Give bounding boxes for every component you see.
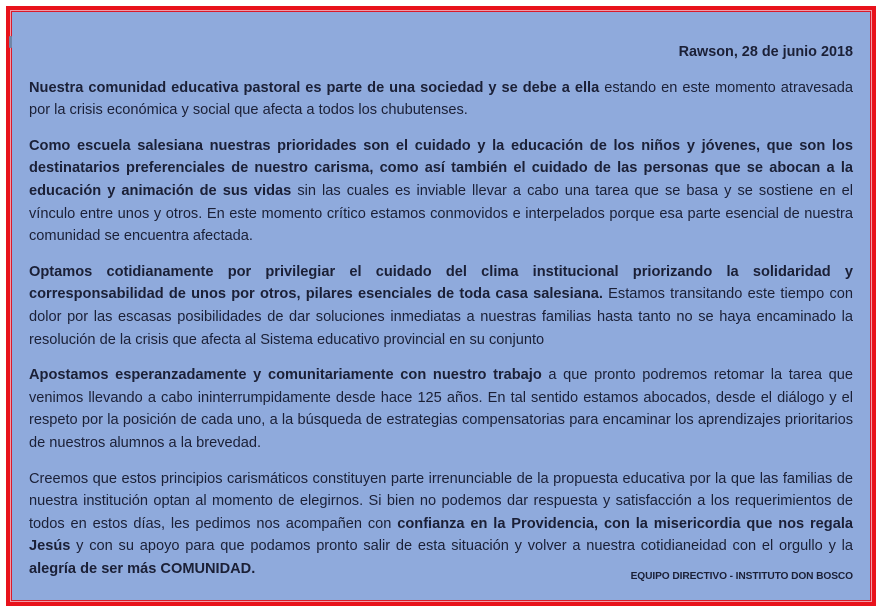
regular-text: sin las cuales es inviable llevar a cabo una tarea que se basa y se sostiene en el vínculo entre unos y otros. En este momento crítico estamos conmovidos e interpelados porque esa parte esencial de nuestra comunidad se encuentra afectada. bbox=[29, 182, 853, 245]
regular-text: Creemos que estos principios carismáticos constituyen parte irrenunciable de la propuesta educativa por la que las familias de nuestra institución optan al momento de elegirnos. Si bien no podemos dar respuesta y satisfacción a los requerimientos de todos en estos días, les pedimos nos acompañen con bbox=[29, 470, 853, 532]
bold-text: alegría de ser más COMUNIDAD. bbox=[29, 560, 256, 577]
document-frame-inner-line bbox=[11, 11, 871, 601]
bold-text: Optamos cotidianamente por privilegiar el cuidado del clima institucional priorizando la solidaridad y corresponsabilidad de unos por otros, pilares esenciales de toda casa salesiana. bbox=[29, 263, 853, 303]
letter-body bbox=[12, 12, 870, 600]
bold-text: Como escuela salesiana nuestras prioridades son el cuidado y la educación de los niños y jóvenes, que son los destinatarios preferenciales de nuestro carisma, como así también el cuidado de las personas que se abocan a la educación y animación de sus vidas bbox=[29, 137, 853, 199]
document-frame-border bbox=[6, 6, 876, 606]
paragraph-institutional-climate bbox=[29, 261, 853, 351]
paragraph-charismatic-principles bbox=[29, 468, 853, 581]
regular-text: a que pronto podremos retomar la tarea que venimos llevando a cabo ininterrumpidamente desde hace 125 años. En tal sentido estamos abocados, desde el diálogo y el respeto por la posición de cada uno, a la búsqueda de estrategias compensatorias para encaminar los aprendizajes prioritarios de nuestros alumnos a la brevedad. bbox=[29, 367, 853, 451]
regular-text: Estamos transitando este tiempo con dolor por las escasas posibilidades de dar soluciones inmediatas a nuestras familias hasta tanto no se haya encaminado la resolución de la crisis que afecta al Sistema educativo provincial en su conjunto bbox=[29, 286, 854, 348]
paragraph-hope bbox=[29, 364, 853, 454]
bold-text: Apostamos esperanzadamente y comunitariamente con nuestro trabajo bbox=[29, 367, 542, 384]
bold-text: confianza en la Providencia, con la misericordia que nos regala Jesús bbox=[29, 515, 853, 555]
paragraph-community bbox=[29, 77, 853, 122]
regular-text: y con su apoyo para que podamos pronto salir de esta situación y volver a nuestra cotidianeidad con el orgullo y la bbox=[70, 538, 853, 555]
date-line: Rawson, 28 de junio 2018 bbox=[678, 44, 853, 60]
paragraph-priorities bbox=[29, 135, 853, 248]
signature: EQUIPO DIRECTIVO - INSTITUTO DON BOSCO bbox=[630, 571, 853, 583]
resize-handle[interactable] bbox=[9, 36, 12, 48]
regular-text: estando en este momento atravesada por la crisis económica y social que afecta a todos los chubutenses. bbox=[29, 79, 853, 119]
bold-text: Nuestra comunidad educativa pastoral es parte de una sociedad y se debe a ella bbox=[29, 79, 600, 96]
document-frame-middle-line bbox=[10, 10, 872, 602]
